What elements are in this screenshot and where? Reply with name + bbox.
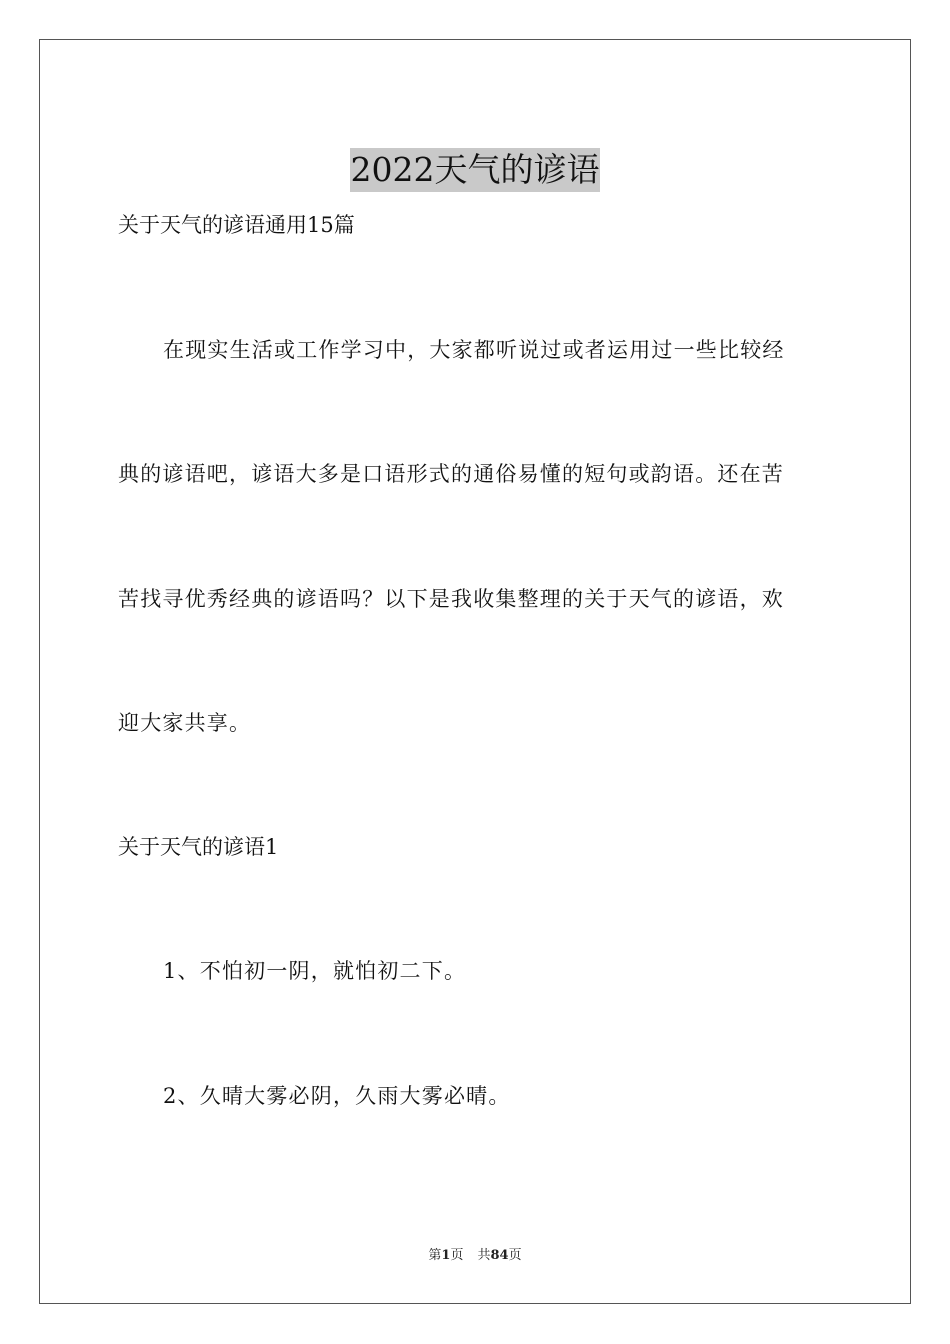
footer-page-current: 1 bbox=[441, 1248, 451, 1263]
intro-line-4: 迎大家共享。 bbox=[118, 711, 252, 735]
footer-page-unit: 页 bbox=[450, 1248, 464, 1263]
page-footer bbox=[0, 1247, 950, 1265]
title-container bbox=[0, 126, 950, 214]
footer-page-prefix: 第 bbox=[428, 1248, 442, 1263]
document-subtitle: 关于天气的谚语通用15篇 bbox=[118, 213, 355, 237]
proverb-item-2: 2、久晴大雾必阴，久雨大雾必晴。 bbox=[163, 1084, 511, 1108]
section-heading: 关于天气的谚语1 bbox=[118, 835, 279, 859]
document-title: 2022天气的谚语 bbox=[350, 148, 601, 192]
proverb-item-1: 1、不怕初一阴，就怕初二下。 bbox=[163, 959, 467, 983]
footer-total-pages: 84 bbox=[490, 1248, 509, 1263]
intro-line-2: 典的谚语吧，谚语大多是口语形式的通俗易懂的短句或韵语。还在苦 bbox=[118, 462, 784, 486]
footer-total-unit: 页 bbox=[508, 1248, 522, 1263]
intro-line-1: 在现实生活或工作学习中，大家都听说过或者运用过一些比较经 bbox=[163, 338, 785, 362]
intro-line-3: 苦找寻优秀经典的谚语吗？以下是我收集整理的关于天气的谚语，欢 bbox=[118, 587, 784, 611]
footer-total-prefix: 共 bbox=[477, 1248, 491, 1263]
